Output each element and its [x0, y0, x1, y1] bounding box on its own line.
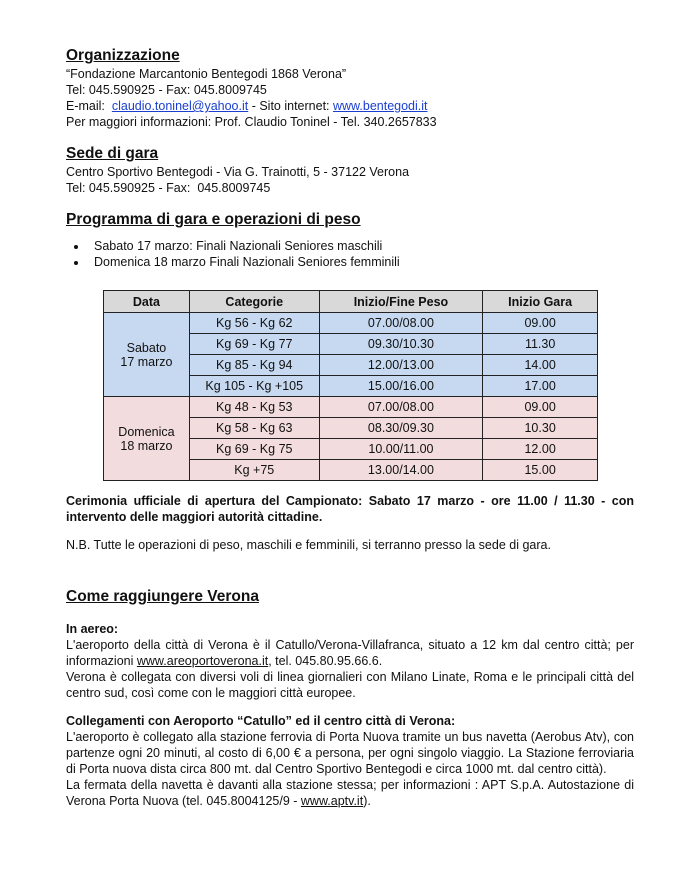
- table-cell: Kg 69 - Kg 75: [189, 439, 319, 460]
- collegamenti-heading: Collegamenti con Aeroporto “Catullo” ed il centro città di Verona:: [66, 714, 456, 728]
- day-label: Sabato: [126, 340, 167, 355]
- section-title-sede: Sede di gara: [66, 145, 159, 162]
- aptv-link[interactable]: www.aptv.it: [300, 794, 364, 808]
- collegamenti-text: La fermata della navetta è davanti alla stazione stessa; per informazioni : APT S.p.A. Autostazione di Verona Porta Nuova (tel. 045.8004125/9 -: [66, 778, 634, 808]
- table-cell: Kg 69 - Kg 77: [189, 334, 319, 355]
- aereo-text: L'aeroporto della città di Verona è il Catullo/Verona-Villafranca, situato a 12 km dal centro città; per informazioni: [66, 638, 634, 668]
- email-label: E-mail:: [66, 99, 112, 113]
- org-phone: Tel: 045.590925 - Fax: 045.8009745: [66, 83, 267, 97]
- programma-list: [88, 238, 634, 270]
- table-row: [104, 397, 598, 418]
- section-title-programma: Programma di gara e operazioni di peso: [66, 211, 361, 228]
- table-cell: Kg +75: [189, 460, 319, 481]
- email-link[interactable]: claudio.toninel@yahoo.it: [111, 99, 249, 113]
- day-cell-domenica: [104, 397, 190, 481]
- table-cell: 08.30/09.30: [319, 418, 483, 439]
- table-cell: 07.00/08.00: [319, 313, 483, 334]
- table-cell: Kg 48 - Kg 53: [189, 397, 319, 418]
- aereo-paragraph-1: [66, 637, 634, 669]
- table-cell: 14.00: [483, 355, 598, 376]
- org-info: Per maggiori informazioni: Prof. Claudio Toninel - Tel. 340.2657833: [66, 115, 437, 129]
- header-data: Data: [104, 291, 190, 313]
- table-cell: 11.30: [483, 334, 598, 355]
- table-cell: 15.00/16.00: [319, 376, 483, 397]
- header-gara: Inizio Gara: [483, 291, 598, 313]
- document-page: [66, 46, 634, 809]
- website-link[interactable]: www.bentegodi.it: [333, 99, 428, 113]
- section-title-come-raggiungere: Come raggiungere Verona: [66, 588, 259, 605]
- aeroporto-link[interactable]: www.areoportoverona.it: [136, 654, 269, 668]
- table-cell: 10.00/11.00: [319, 439, 483, 460]
- table-cell: Kg 105 - Kg +105: [189, 376, 319, 397]
- table-cell: 12.00: [483, 439, 598, 460]
- table-cell: 10.30: [483, 418, 598, 439]
- schedule-table: [103, 290, 598, 481]
- table-cell: 15.00: [483, 460, 598, 481]
- day-date: 18 marzo: [120, 438, 173, 453]
- aereo-phone: , tel. 045.80.95.66.6.: [268, 654, 383, 668]
- cerimonia-note: Cerimonia ufficiale di apertura del Campionato: Sabato 17 marzo - ore 11.00 / 11.30 - con intervento delle maggiori autorità cittadine.: [66, 494, 634, 524]
- table-cell: 09.30/10.30: [319, 334, 483, 355]
- org-contacts: [66, 98, 634, 114]
- table-cell: 07.00/08.00: [319, 397, 483, 418]
- collegamenti-paragraph-1: L'aeroporto è collegato alla stazione ferrovia di Porta Nuova tramite un bus navetta (Aerobus Atv), con partenze ogni 20 minuti, al costo di 6,00 € a persona, per ogni singolo viaggio. La Stazione ferroviaria di Porta nuova dista circa 800 mt. dal Centro Sportivo Bentegodi e circa 1000 mt. dal centro città).: [66, 730, 634, 776]
- table-cell: Kg 58 - Kg 63: [189, 418, 319, 439]
- header-categorie: Categorie: [189, 291, 319, 313]
- table-cell: Kg 85 - Kg 94: [189, 355, 319, 376]
- day-date: 17 marzo: [120, 354, 173, 369]
- aereo-paragraph-2: Verona è collegata con diversi voli di linea giornalieri con Milano Linate, Roma e le principali città del centro sud, così come con le maggiori città europee.: [66, 670, 634, 700]
- header-peso: Inizio/Fine Peso: [319, 291, 483, 313]
- collegamenti-paragraph-2: [66, 777, 634, 809]
- list-item: • Sabato 17 marzo: Finali Nazionali Seniores maschili: [88, 238, 634, 254]
- table-header-row: [104, 291, 598, 313]
- sede-address: Centro Sportivo Bentegodi - Via G. Trainotti, 5 - 37122 Verona: [66, 165, 410, 179]
- day-cell-sabato: [104, 313, 190, 397]
- section-title-organizzazione: Organizzazione: [66, 47, 180, 64]
- list-item: • Domenica 18 marzo Finali Nazionali Seniores femminili: [88, 254, 634, 270]
- table-cell: 09.00: [483, 313, 598, 334]
- table-cell: 13.00/14.00: [319, 460, 483, 481]
- org-name: “Fondazione Marcantonio Bentegodi 1868 Verona”: [66, 67, 347, 81]
- table-cell: 17.00: [483, 376, 598, 397]
- aereo-heading: In aereo:: [66, 622, 119, 636]
- day-label: Domenica: [118, 424, 175, 439]
- nb-note: N.B. Tutte le operazioni di peso, maschili e femminili, si terranno presso la sede di gara.: [66, 538, 551, 552]
- table-cell: Kg 56 - Kg 62: [189, 313, 319, 334]
- site-label: - Sito internet:: [248, 99, 333, 113]
- sede-phone: Tel: 045.590925 - Fax: 045.8009745: [66, 181, 271, 195]
- table-row: [104, 313, 598, 334]
- table-cell: 09.00: [483, 397, 598, 418]
- collegamenti-close: ).: [363, 794, 371, 808]
- table-cell: 12.00/13.00: [319, 355, 483, 376]
